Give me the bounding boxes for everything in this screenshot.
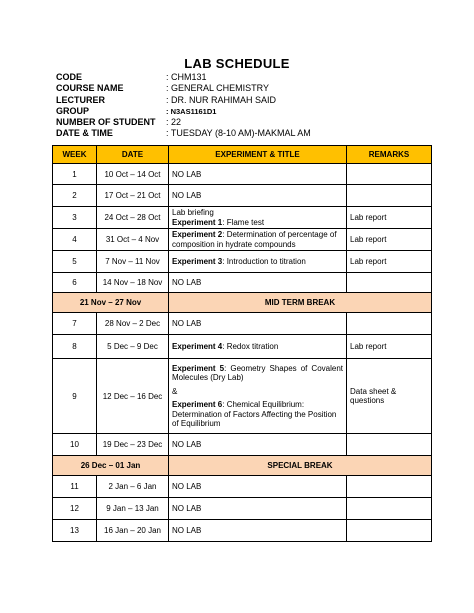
experiment-title: : Introduction to titration (222, 257, 306, 266)
experiment-cell: NO LAB (169, 434, 347, 456)
date-cell: 5 Dec – 9 Dec (97, 335, 169, 359)
remarks-cell (347, 185, 432, 207)
experiment-cell (169, 359, 347, 434)
remarks-cell (347, 273, 432, 293)
experiment-number: Experiment 4 (172, 342, 223, 351)
table-row (53, 335, 432, 359)
info-label: CODE (56, 72, 83, 82)
info-label: COURSE NAME (56, 83, 124, 94)
experiment-cell: NO LAB (169, 313, 347, 335)
week-cell: 8 (53, 335, 97, 359)
table-row (53, 520, 432, 542)
week-cell: 6 (53, 273, 97, 293)
week-cell: 9 (53, 359, 97, 434)
experiment-cell (169, 207, 347, 229)
info-label: LECTURER (56, 94, 105, 105)
remarks-cell: Lab report (347, 229, 432, 251)
experiment-number: Experiment 3 (172, 257, 223, 266)
table-row (53, 476, 432, 498)
info-row-code (56, 72, 311, 83)
remarks-cell: Data sheet & questions (347, 359, 432, 434)
remarks-cell (347, 164, 432, 185)
table-row (53, 207, 432, 229)
week-cell: 7 (53, 313, 97, 335)
date-cell: 2 Jan – 6 Jan (97, 476, 169, 498)
info-value: : 22 (166, 117, 182, 128)
break-date: 26 Dec – 01 Jan (53, 456, 169, 476)
header-experiment: EXPERIMENT & TITLE (169, 146, 347, 164)
remarks-cell: Lab report (347, 335, 432, 359)
info-value: : TUESDAY (8-10 AM)-MAKMAL AM (166, 128, 311, 139)
info-label: GROUP (56, 105, 90, 116)
week-cell: 11 (53, 476, 97, 498)
week-cell: 12 (53, 498, 97, 520)
course-info (56, 72, 311, 140)
table-row (53, 273, 432, 293)
experiment-cell (169, 251, 347, 273)
experiment-cell (169, 335, 347, 359)
remarks-cell (347, 476, 432, 498)
date-cell: 17 Oct – 21 Oct (97, 185, 169, 207)
break-label: SPECIAL BREAK (169, 456, 432, 476)
date-cell: 7 Nov – 11 Nov (97, 251, 169, 273)
info-row-group (56, 106, 311, 117)
experiment-cell: NO LAB (169, 498, 347, 520)
experiment-number: Experiment 1 (172, 217, 223, 227)
remarks-cell: Lab report (347, 251, 432, 273)
break-row (53, 456, 432, 476)
header-week: WEEK (53, 146, 97, 164)
experiment-title: : Flame test (222, 217, 265, 227)
table-row (53, 434, 432, 456)
info-row-lecturer (56, 95, 311, 106)
date-cell: 31 Oct – 4 Nov (97, 229, 169, 251)
table-row (53, 185, 432, 207)
info-value: : N3AS1161D1 (166, 106, 217, 116)
table-row (53, 498, 432, 520)
date-cell: 19 Dec – 23 Dec (97, 434, 169, 456)
date-cell: 14 Nov – 18 Nov (97, 273, 169, 293)
experiment-cell: NO LAB (169, 164, 347, 185)
experiment-title: : Determination of percentage of composition in hydrate compounds (172, 230, 337, 249)
week-cell: 2 (53, 185, 97, 207)
info-value: : CHM131 (166, 72, 207, 82)
info-value: : GENERAL CHEMISTRY (166, 83, 270, 94)
experiment-title: : Chemical Equilibrium: Determination of Factors Affecting the Position of Equilibrium (172, 400, 337, 428)
table-row (53, 359, 432, 434)
experiment-title: : Redox titration (222, 342, 279, 351)
experiment-number: Experiment 6 (172, 400, 223, 409)
week-cell: 4 (53, 229, 97, 251)
info-label: DATE & TIME (56, 128, 113, 139)
experiment-number: Experiment 2 (172, 230, 223, 239)
page-title: LAB SCHEDULE (184, 56, 290, 71)
remarks-cell (347, 498, 432, 520)
experiment-cell: NO LAB (169, 185, 347, 207)
experiment-cell: NO LAB (169, 273, 347, 293)
remarks-cell: Lab report (347, 207, 432, 229)
date-cell: 16 Jan – 20 Jan (97, 520, 169, 542)
week-cell: 1 (53, 164, 97, 185)
date-cell: 28 Nov – 2 Dec (97, 313, 169, 335)
info-label: NUMBER OF STUDENT (56, 117, 156, 128)
week-cell: 5 (53, 251, 97, 273)
break-row (53, 293, 432, 313)
remarks-cell (347, 313, 432, 335)
experiment-cell: NO LAB (169, 520, 347, 542)
date-cell: 24 Oct – 28 Oct (97, 207, 169, 229)
info-value: : DR. NUR RAHIMAH SAID (166, 94, 277, 105)
experiment-cell (169, 229, 347, 251)
table-row (53, 164, 432, 185)
info-row-number-of-student (56, 117, 311, 128)
table-header-row (53, 146, 432, 164)
table-row (53, 229, 432, 251)
experiment-number: Experiment 5 (172, 363, 225, 373)
table-row (53, 251, 432, 273)
table-row (53, 313, 432, 335)
experiment-cell: NO LAB (169, 476, 347, 498)
header-date: DATE (97, 146, 169, 164)
remarks-cell (347, 434, 432, 456)
week-cell: 3 (53, 207, 97, 229)
header-remarks: REMARKS (347, 146, 432, 164)
schedule-table (52, 145, 432, 542)
info-row-date-time (56, 128, 311, 139)
date-cell: 12 Dec – 16 Dec (97, 359, 169, 434)
experiment-text: Lab briefing (172, 208, 214, 217)
experiment-title: : Geometry Shapes of Covalent Molecules (Dry Lab) (172, 363, 343, 382)
remarks-cell (347, 520, 432, 542)
week-cell: 13 (53, 520, 97, 542)
break-label: MID TERM BREAK (169, 293, 432, 313)
break-date: 21 Nov – 27 Nov (53, 293, 169, 313)
date-cell: 10 Oct – 14 Oct (97, 164, 169, 185)
info-row-course-name (56, 83, 311, 94)
date-cell: 9 Jan – 13 Jan (97, 498, 169, 520)
week-cell: 10 (53, 434, 97, 456)
ampersand-text: & (172, 386, 178, 396)
